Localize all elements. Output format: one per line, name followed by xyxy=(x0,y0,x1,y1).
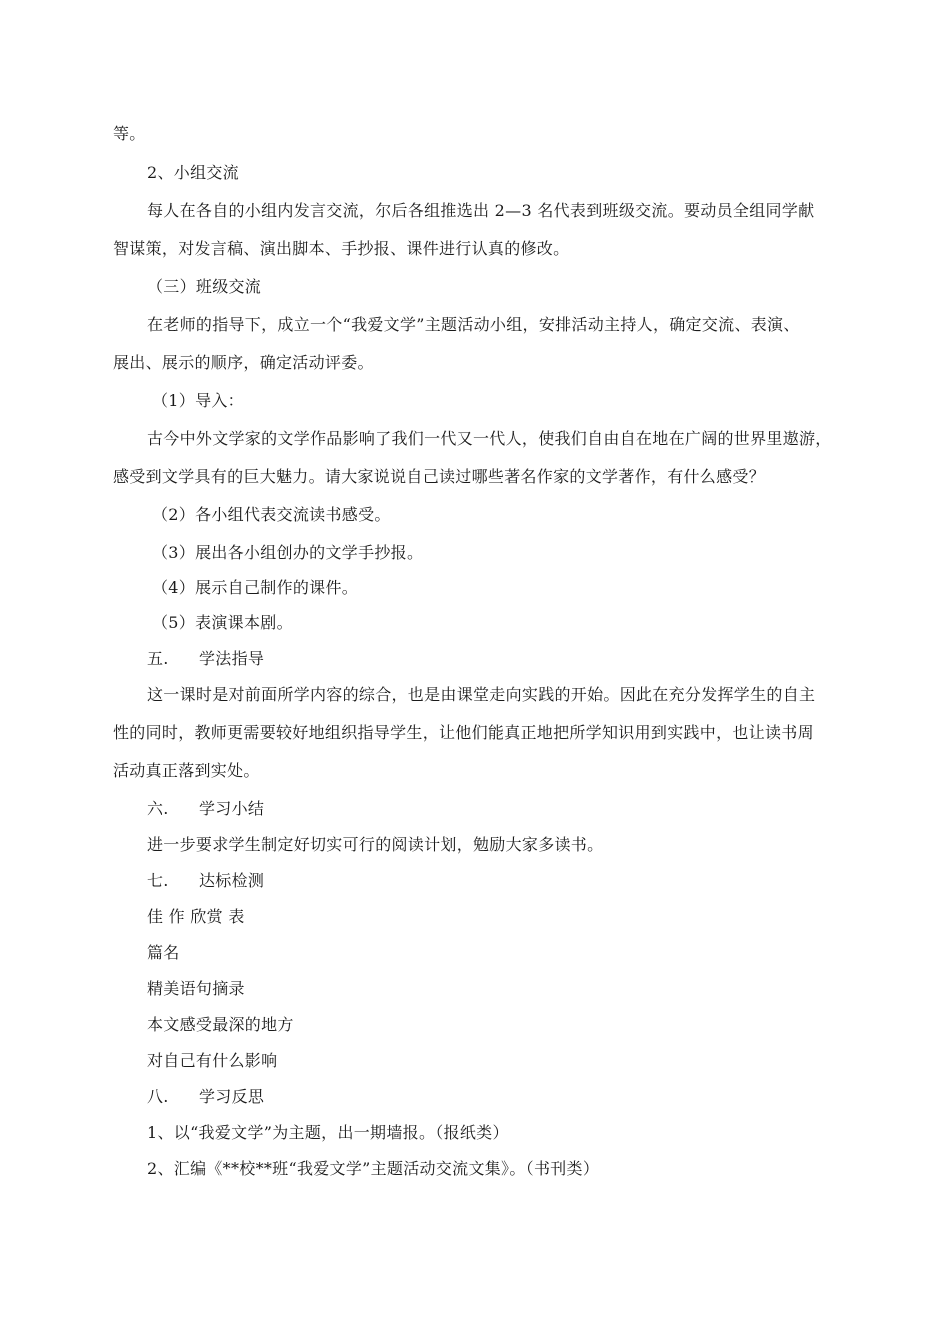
section-8-heading xyxy=(147,1087,264,1107)
paragraph-intro-line-2: 感受到文学具有的巨大魅力。请大家说说自己读过哪些著名作家的文学著作，有什么感受？ xyxy=(113,467,766,486)
paragraph-group-line-1: 每人在各自的小组内发言交流，尔后各组推选出 2—3 名代表到班级交流。要动员全组同学献 xyxy=(147,201,815,220)
section-5-number: 五. xyxy=(147,649,169,668)
section-7-title: 达标检测 xyxy=(199,871,265,890)
paragraph-method-line-1: 这一课时是对前面所学内容的综合，也是由课堂走向实践的开始。因此在充分发挥学生的自主 xyxy=(147,685,816,704)
section-6-number: 六. xyxy=(147,799,169,818)
table-row-feeling: 本文感受最深的地方 xyxy=(147,1015,294,1034)
reflection-item-2: 2、汇编《**校**班“我爱文学”主题活动交流文集》。（书刊类） xyxy=(147,1159,600,1178)
paragraph-method-line-2: 性的同时，教师更需要较好地组织指导学生，让他们能真正地把所学知识用到实践中，也让读书周 xyxy=(113,723,814,742)
paragraph-method-line-3: 活动真正落到实处。 xyxy=(113,761,260,780)
section-8-number: 八. xyxy=(147,1087,169,1106)
table-row-effect: 对自己有什么影响 xyxy=(147,1051,278,1070)
section-7-heading xyxy=(147,871,264,891)
section-6-heading xyxy=(147,799,264,819)
section-5-heading xyxy=(147,649,264,669)
section-7-number: 七. xyxy=(147,871,169,890)
heading-class-exchange: （三）班级交流 xyxy=(147,277,262,296)
step-4: （4）展示自己制作的课件。 xyxy=(152,578,359,597)
step-3: （3）展出各小组创办的文学手抄报。 xyxy=(152,543,424,562)
paragraph-class-line-1: 在老师的指导下，成立一个“我爱文学”主题活动小组，安排活动主持人，确定交流、表演、 xyxy=(147,315,800,334)
paragraph-summary: 进一步要求学生制定好切实可行的阅读计划，勉励大家多读书。 xyxy=(147,835,604,854)
paragraph-intro-line-1: 古今中外文学家的文学作品影响了我们一代又一代人，使我们自由自在地在广阔的世界里遨游， xyxy=(147,429,832,448)
section-8-title: 学习反思 xyxy=(199,1087,265,1106)
paragraph-class-line-2: 展出、展示的顺序，确定活动评委。 xyxy=(113,353,374,372)
heading-group-exchange: 2、小组交流 xyxy=(147,163,239,182)
paragraph-continuation: 等。 xyxy=(113,124,146,143)
table-row-title: 篇名 xyxy=(147,943,180,962)
section-5-title: 学法指导 xyxy=(199,649,265,668)
step-5: （5）表演课本剧。 xyxy=(152,613,293,632)
step-1: （1）导入： xyxy=(152,391,244,410)
table-title: 佳 作 欣赏 表 xyxy=(147,907,245,926)
paragraph-group-line-2: 智谋策，对发言稿、演出脚本、手抄报、课件进行认真的修改。 xyxy=(113,239,570,258)
step-2: （2）各小组代表交流读书感受。 xyxy=(152,505,391,524)
table-row-quotes: 精美语句摘录 xyxy=(147,979,245,998)
reflection-item-1: 1、以“我爱文学”为主题，出一期墙报。（报纸类） xyxy=(147,1123,509,1142)
section-6-title: 学习小结 xyxy=(199,799,265,818)
